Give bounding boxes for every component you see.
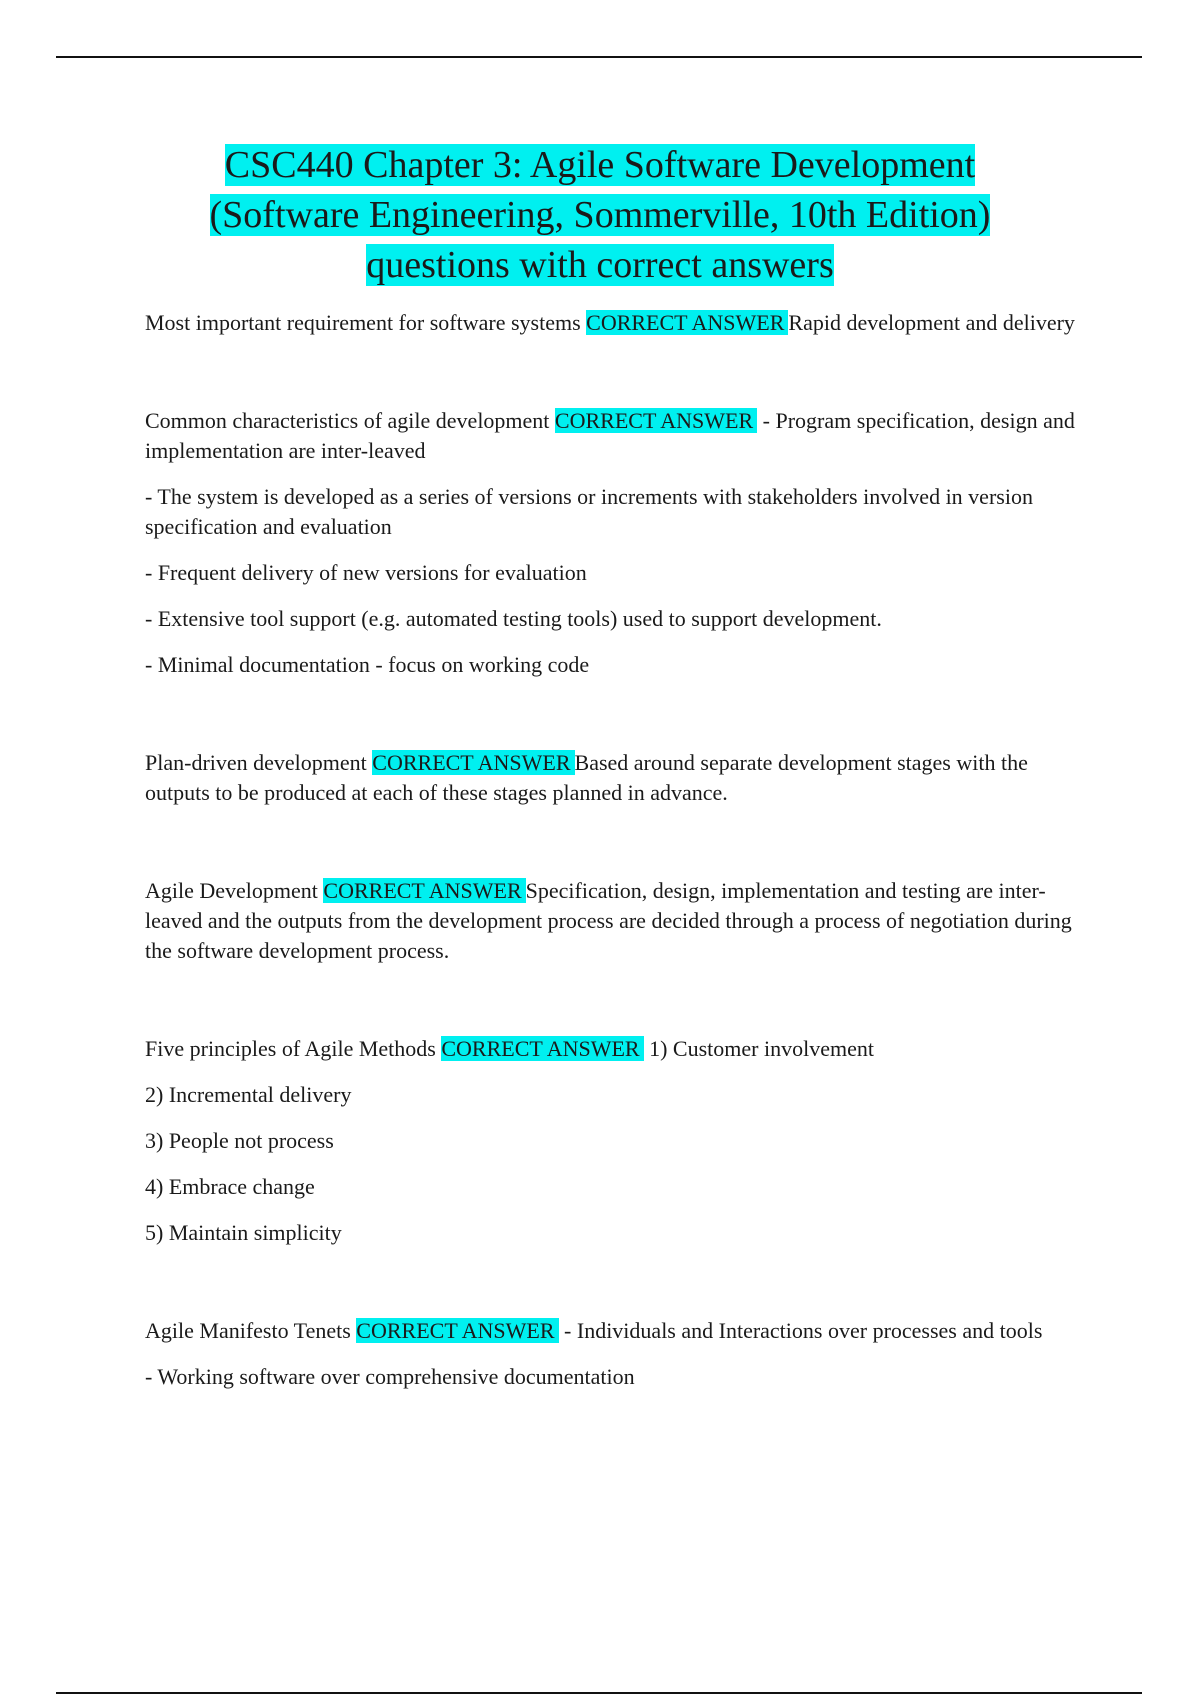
qa-question-line [145, 748, 1095, 808]
correct-answer-tag: CORRECT ANSWER [323, 878, 525, 903]
answer-line: - The system is developed as a series of versions or increments with stakeholders involved in version specification and evaluation [145, 484, 1033, 539]
answer-line: - Frequent delivery of new versions for evaluation [145, 560, 587, 585]
qa-question-line [145, 1034, 1095, 1064]
bottom-divider [56, 1692, 1142, 1694]
qa-question-line [145, 308, 1095, 338]
question-text: Common characteristics of agile development [145, 408, 550, 433]
question-text: Agile Manifesto Tenets [145, 1318, 351, 1343]
title-line-1: CSC440 Chapter 3: Agile Software Development [224, 144, 976, 186]
qa-item [145, 876, 1095, 966]
answer-text: Rapid development and delivery [788, 310, 1075, 335]
answer-line: 3) People not process [145, 1128, 334, 1153]
qa-item [145, 748, 1095, 808]
title-line-2: (Software Engineering, Sommerville, 10th Edition) [209, 194, 991, 236]
top-divider [56, 56, 1142, 58]
qa-question-line [145, 876, 1095, 966]
correct-answer-tag: CORRECT ANSWER [372, 750, 574, 775]
answer-text: 1) Customer involvement [649, 1036, 874, 1061]
answer-line: 2) Incremental delivery [145, 1082, 352, 1107]
question-text: Agile Development [145, 878, 318, 903]
answer-text: Specification, design, implementation and testing are inter-leaved and the outputs from the development process are decided through a process of negotiation during the software development process. [145, 878, 1072, 963]
answer-line: - Working software over comprehensive documentation [145, 1364, 635, 1389]
question-text: Most important requirement for software systems [145, 310, 581, 335]
page-title [120, 140, 1080, 290]
question-text: Five principles of Agile Methods [145, 1036, 436, 1061]
correct-answer-tag: CORRECT ANSWER [586, 310, 788, 335]
qa-question-line [145, 406, 1095, 466]
answer-line: 4) Embrace change [145, 1174, 315, 1199]
answer-line: - Extensive tool support (e.g. automated testing tools) used to support development. [145, 606, 882, 631]
qa-item [145, 406, 1095, 680]
answer-text: - Program specification, design and implementation are inter-leaved [145, 408, 1075, 463]
title-line-3: questions with correct answers [366, 244, 834, 286]
question-text: Plan-driven development [145, 750, 367, 775]
qa-item [145, 1316, 1095, 1392]
qa-list [145, 308, 1095, 1460]
answer-text: - Individuals and Interactions over processes and tools [564, 1318, 1043, 1343]
correct-answer-tag: CORRECT ANSWER [441, 1036, 643, 1061]
answer-text: Based around separate development stages with the outputs to be produced at each of these stages planned in advance. [145, 750, 1028, 805]
qa-question-line [145, 1316, 1095, 1346]
answer-line: - Minimal documentation - focus on working code [145, 652, 590, 677]
qa-item [145, 1034, 1095, 1248]
qa-item [145, 308, 1095, 338]
correct-answer-tag: CORRECT ANSWER [356, 1318, 558, 1343]
answer-line: 5) Maintain simplicity [145, 1220, 342, 1245]
correct-answer-tag: CORRECT ANSWER [555, 408, 757, 433]
